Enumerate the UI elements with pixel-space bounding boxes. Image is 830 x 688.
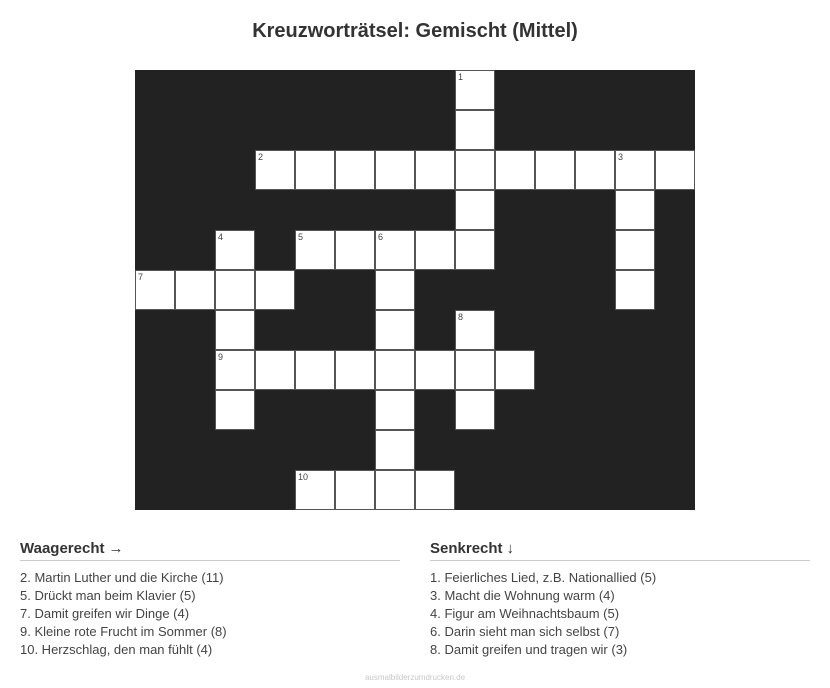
crossword-cell[interactable] (455, 390, 495, 430)
crossword-cell[interactable] (495, 150, 535, 190)
crossword-cell[interactable] (215, 390, 255, 430)
crossword-cell[interactable] (375, 470, 415, 510)
clue-item: 3. Macht die Wohnung warm (4) (430, 588, 615, 603)
clue-item: 2. Martin Luther und die Kirche (11) (20, 570, 224, 585)
crossword-cell[interactable] (615, 230, 655, 270)
crossword-cell[interactable] (175, 270, 215, 310)
clue-number: 1 (458, 72, 464, 82)
down-clue-list (430, 569, 810, 659)
crossword-cell[interactable] (455, 310, 495, 350)
crossword-cell[interactable] (295, 470, 335, 510)
crossword-cell[interactable] (295, 230, 335, 270)
crossword-cell[interactable] (375, 430, 415, 470)
crossword-cell[interactable] (375, 350, 415, 390)
crossword-cell[interactable] (615, 270, 655, 310)
crossword-cell[interactable] (255, 350, 295, 390)
clue-number: 10 (298, 472, 309, 482)
clue-item: 4. Figur am Weihnachtsbaum (5) (430, 606, 620, 621)
across-heading-label: Waagerecht (20, 540, 105, 557)
crossword-cell[interactable] (375, 230, 415, 270)
crossword-cell[interactable] (415, 150, 455, 190)
clue-number: 8 (458, 312, 464, 322)
clue-number: 9 (218, 352, 224, 362)
clue-item: 6. Darin sieht man sich selbst (7) (430, 624, 620, 639)
clue-number: 2 (258, 152, 264, 162)
crossword-cell[interactable] (455, 70, 495, 110)
clue-item: 8. Damit greifen und tragen wir (3) (430, 642, 628, 657)
crossword-cell[interactable] (455, 110, 495, 150)
crossword-cell[interactable] (575, 150, 615, 190)
footer-credit: ausmalbilderzumdrucken.de (364, 673, 466, 682)
crossword-cell[interactable] (455, 350, 495, 390)
crossword-cell[interactable] (615, 190, 655, 230)
down-heading (430, 540, 810, 561)
crossword-cell[interactable] (495, 350, 535, 390)
crossword-cell[interactable] (335, 230, 375, 270)
crossword-cell[interactable] (215, 230, 255, 270)
crossword-cell[interactable] (415, 470, 455, 510)
down-heading-label: Senkrecht (430, 540, 503, 557)
crossword-grid (135, 70, 695, 510)
crossword-cell[interactable] (215, 310, 255, 350)
clue-number: 5 (298, 232, 304, 242)
crossword-cell[interactable] (255, 270, 295, 310)
crossword-cell[interactable] (455, 230, 495, 270)
crossword-cell[interactable] (455, 190, 495, 230)
crossword-cell[interactable] (415, 230, 455, 270)
crossword-cell[interactable] (375, 310, 415, 350)
right-arrow-icon: → (108, 540, 124, 557)
down-arrow-icon: ↓ (506, 540, 515, 557)
crossword-cell[interactable] (295, 150, 335, 190)
across-clue-list (20, 569, 400, 659)
crossword-cell[interactable] (415, 350, 455, 390)
clue-number: 6 (378, 232, 384, 242)
crossword-cell[interactable] (455, 150, 495, 190)
clue-number: 3 (618, 152, 624, 162)
crossword-cell[interactable] (335, 350, 375, 390)
clue-item: 1. Feierliches Lied, z.B. Nationallied (5) (430, 570, 657, 585)
crossword-cell[interactable] (655, 150, 695, 190)
across-clues-section (20, 540, 400, 659)
clue-item: 5. Drückt man beim Klavier (5) (20, 588, 196, 603)
crossword-cell[interactable] (335, 470, 375, 510)
crossword-cell[interactable] (255, 150, 295, 190)
crossword-cell[interactable] (335, 150, 375, 190)
crossword-cell[interactable] (375, 270, 415, 310)
crossword-cell[interactable] (535, 150, 575, 190)
clue-item: 7. Damit greifen wir Dinge (4) (20, 606, 190, 621)
crossword-cell[interactable] (135, 270, 175, 310)
crossword-cell[interactable] (215, 270, 255, 310)
crossword-cell[interactable] (615, 150, 655, 190)
crossword-cell[interactable] (295, 350, 335, 390)
crossword-cell[interactable] (375, 150, 415, 190)
clue-number: 7 (138, 272, 144, 282)
clue-number: 4 (218, 232, 224, 242)
clue-item: 9. Kleine rote Frucht im Sommer (8) (20, 624, 227, 639)
crossword-cell[interactable] (215, 350, 255, 390)
page-title: Kreuzworträtsel: Gemischt (Mittel) (252, 20, 578, 42)
clue-item: 10. Herzschlag, den man fühlt (4) (20, 642, 213, 657)
across-heading (20, 540, 400, 561)
down-clues-section (430, 540, 810, 659)
crossword-cell[interactable] (375, 390, 415, 430)
